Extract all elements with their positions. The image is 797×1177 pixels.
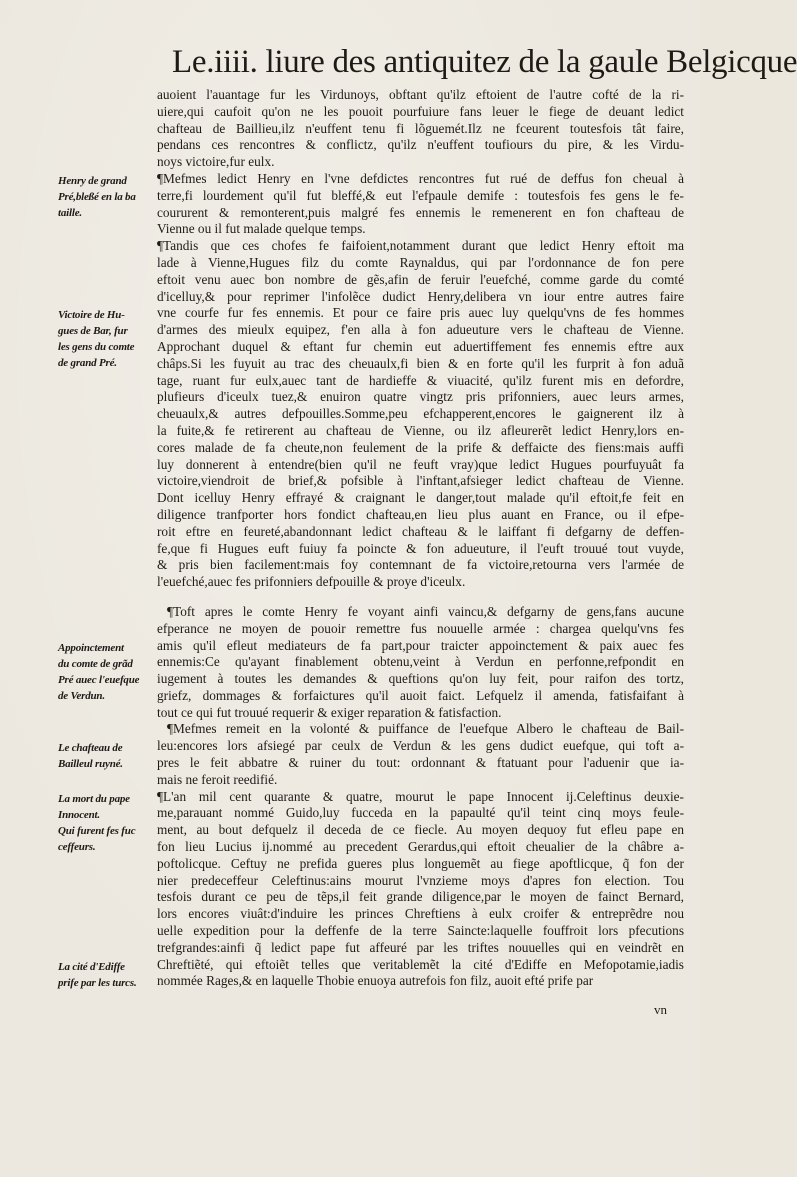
text-line: lors encores viuât:d'induire les princes Chreftiens à eulx croifer & entreprẽdre nou <box>157 906 684 922</box>
text-line: poftolicque. Ceftuy ne prefida gueres plus longuemẽt au fiege apoftlicque, q̃ fon der <box>157 855 684 871</box>
main-text-block <box>157 87 684 990</box>
text-line: ennemis:Ce qu'ayant finablement obtenu,veint à Verdun en perfonne,refpondit en <box>157 654 684 670</box>
text-line: eftoit venu auec bon nombre de gẽs,afin de feruir l'euefché, comme garde du comté <box>157 271 684 287</box>
catchword: vn <box>654 1002 667 1017</box>
margin-note: Victoire de Hu- gues de Bar, fur les gens du comte de grand Pré. <box>58 309 135 370</box>
text-line: la fuite,& fe retirerent au chafteau de Vienne, ou ilz afleurerẽt ledict Henry,lors en- <box>157 422 684 438</box>
paragraph-gap <box>157 591 684 604</box>
text-line: pres le feit abbatre & ruiner du tout: ordonnant & ftatuant pour l'aduenir que ia- <box>157 755 684 771</box>
text-line: fon lieu Lucius ij.nommé au precedent Gerardus,qui eftoit cheualier de la châbre a- <box>157 839 684 855</box>
text-line: nommée Rages,& en laquelle Thobie enuoya autrefois fon filz, auoit efté prife par <box>157 973 594 989</box>
text-line: d'icelluy,& pour reprimer l'infolẽce dudict Henry,delibera vn iour entre autres faire <box>157 288 684 304</box>
text-line: roit eftre en feureté,abandonnant ledict chafteau & le laiffant fi defgarny de deffen- <box>157 523 684 539</box>
text-line: chafteau de Baillieu,ilz n'euffent tenu fi lõguemét.Ilz ne fceurent toutesfois tât faire, <box>157 120 684 136</box>
text-line: pendans ces rencontres & conflictz, qu'ilz n'euffent toufiours du pire, & les Virdu- <box>157 137 684 153</box>
margin-note: La cité d'Ediffe prife par les turcs. <box>58 960 137 989</box>
text-line: ment, au bout defquelz il deceda de ce fiecle. Au moyen dequoy fut efleu pape en <box>157 822 684 838</box>
text-line: amis qu'il efleut mediateurs de fa part,pour traicter appoinctement & paix auec fes <box>157 637 684 653</box>
text-line: iugement à toutes les demandes & queftions qu'on luy feit, pour raifon des tortz, <box>157 671 684 687</box>
text-line: tout ce qui fut trouué requerir & exiger reparation & fatisfaction. <box>157 704 502 720</box>
text-line: auoient l'auantage fur les Virdunoys, obftant qu'ilz eftoient de l'autre cofté de la ri- <box>157 87 684 102</box>
text-line: ¶L'an mil cent quarante & quatre, mourut le pape Innocent ij.Celeftinus deuxie- <box>157 788 684 804</box>
text-line: noys victoire,fur eulx. <box>157 154 275 170</box>
text-line: diligence tranfporter hors fondict chafteau,en lieu plus auant en France, ou il efpe- <box>157 506 684 522</box>
text-line: uelle expedition pour la deffenfe de la terre Saincte:laquelle fouffroit lors pfecutions <box>157 923 684 939</box>
text-line: ¶Mefmes remeit en la volonté & puiffance de l'euefque Albero le chafteau de Bail- <box>167 721 684 737</box>
running-title: Le.iiii. liure des antiquitez de la gaule Belgicque <box>172 44 797 80</box>
margin-note: La mort du pape Innocent. Qui furent fes fuc ceffeurs. <box>58 792 136 853</box>
text-line: cores malade de fa cheute,non feulement de la prife & deffaicte des fiens:mais auffi <box>157 439 684 455</box>
text-line: ¶Toft apres le comte Henry fe voyant ainfi vaincu,& defgarny de gens,fans aucune <box>167 603 684 619</box>
text-line: victoire,viendroit de brief,& pofsible à l'inftant,afsieger ledict chafteau de Vienne. <box>157 473 684 489</box>
text-line: l'euefché,auec fes prifonniers defpouille & proye d'iceulx. <box>157 574 466 590</box>
text-line: Dont icelluy Henry effrayé & craignant le danger,tout malade qu'il eftoit,fe feit en <box>157 490 684 506</box>
text-line: ¶Tandis que ces chofes fe faifoient,notamment durant que ledict Henry eftoit ma <box>157 238 684 254</box>
text-line: mais ne feroit reedifié. <box>157 771 278 787</box>
text-line: efperance ne moyen de pouoir remettre fus nouuelle armée : chargea quelqu'vns fes <box>157 620 684 636</box>
margin-note: Le chafteau de Bailleul ruyné. <box>58 742 123 771</box>
text-line: me,parauant nommé Guido,luy fucceda en la papaulté qu'il teint cinq moys feule- <box>157 805 684 821</box>
text-line: Vienne ou il fut malade quelque temps. <box>157 221 366 237</box>
text-line: cheuaulx,& autres defpouilles.Somme,peu efchapperent,encores le gaignerent ilz à <box>157 406 684 422</box>
text-line: trefgrandes:ainfi q̃ ledict pape fut affeuré par les triftes nouuelles qui en veindrẽt en <box>157 939 684 955</box>
text-line: châps.Si les fuyuit au trac des cheuaulx,fi bien & en forte qu'il les furprit à fon aduã <box>157 355 684 371</box>
text-line: ¶Mefmes ledict Henry en l'vne defdictes rencontres fut rué de deffus fon cheual à <box>157 170 684 186</box>
text-line: plufieurs d'iceulx tuez,& enuiron quatre vingtz pris prifonniers, auec leurs armes, <box>157 389 684 405</box>
text-line: d'armes des mieulx equipez, f'en alla à fon adueuture vers le chafteau de Vienne. <box>157 322 684 338</box>
text-line: vne courfe fur fes ennemis. Et pour ce faire pris auec luy quelqu'vns de fes hommes <box>157 305 684 321</box>
text-line: coururent & remonterent,puis malgré fes ennemis le remenerent en fon chafteau de <box>157 204 684 220</box>
text-line: luy donnerent à entendre(bien qu'il ne feuft vray)que ledict Hugues pourfuyuât fa <box>157 456 684 472</box>
text-line: terre,fi lourdement qu'il fut bleffé,& eut l'efpaule demife : toutesfois fes gens le fe- <box>157 187 684 203</box>
text-line: tesfois durant ce peu de tẽps,il feit grande diligence,par le moyen de fainct Bernard, <box>157 889 684 905</box>
margin-note: Henry de grand Pré,bleßé en la ba taille. <box>58 175 136 219</box>
text-line: fe,que fi Hugues euft fuiuy fa poincte & fon adueuture, il l'euft trouué tout vuyde, <box>157 540 684 556</box>
text-line: nier predeceffeur Celeftinus:ains mourut l'vnzieme moys d'apres fon election. Tou <box>157 872 684 888</box>
margin-note: Appoinctement du comte de grãd Pré auec l'euefque de Verdun. <box>58 641 140 702</box>
text-line: tage, ruant fur eulx,auec tant de hardieffe & viuacité, qu'ilz furent mis en defordre, <box>157 372 684 388</box>
text-line: Chreftiẽté, qui eftoiẽt telles que veritablemẽt la cité d'Ediffe en Mefopotamie,iadis <box>157 956 684 972</box>
text-line: lade à Vienne,Hugues filz du comte Raynaldus, qui par l'ordonnance de fon pere <box>157 254 684 270</box>
text-line: griefz, dommages & forfaictures qu'il auoit faict. Lefquelz il amenda, fatisfaifant à <box>157 687 684 703</box>
text-line: uiere,qui caufoit qu'on ne les pouoit pourfuiure fans leuer le fiege de deuant ledict <box>157 103 684 119</box>
text-line: leu:encores lors afsiegé par ceulx de Verdun & les gens dudict euefque, qui toft a- <box>157 738 684 754</box>
text-line: Approchant duquel & eftant fur chemin eut aduertiffement fes ennemis eftre aux <box>157 338 684 354</box>
text-line: & pris bien facilement:mais foy contemnant de fa victoire,retourna vers l'armée de <box>157 557 684 573</box>
